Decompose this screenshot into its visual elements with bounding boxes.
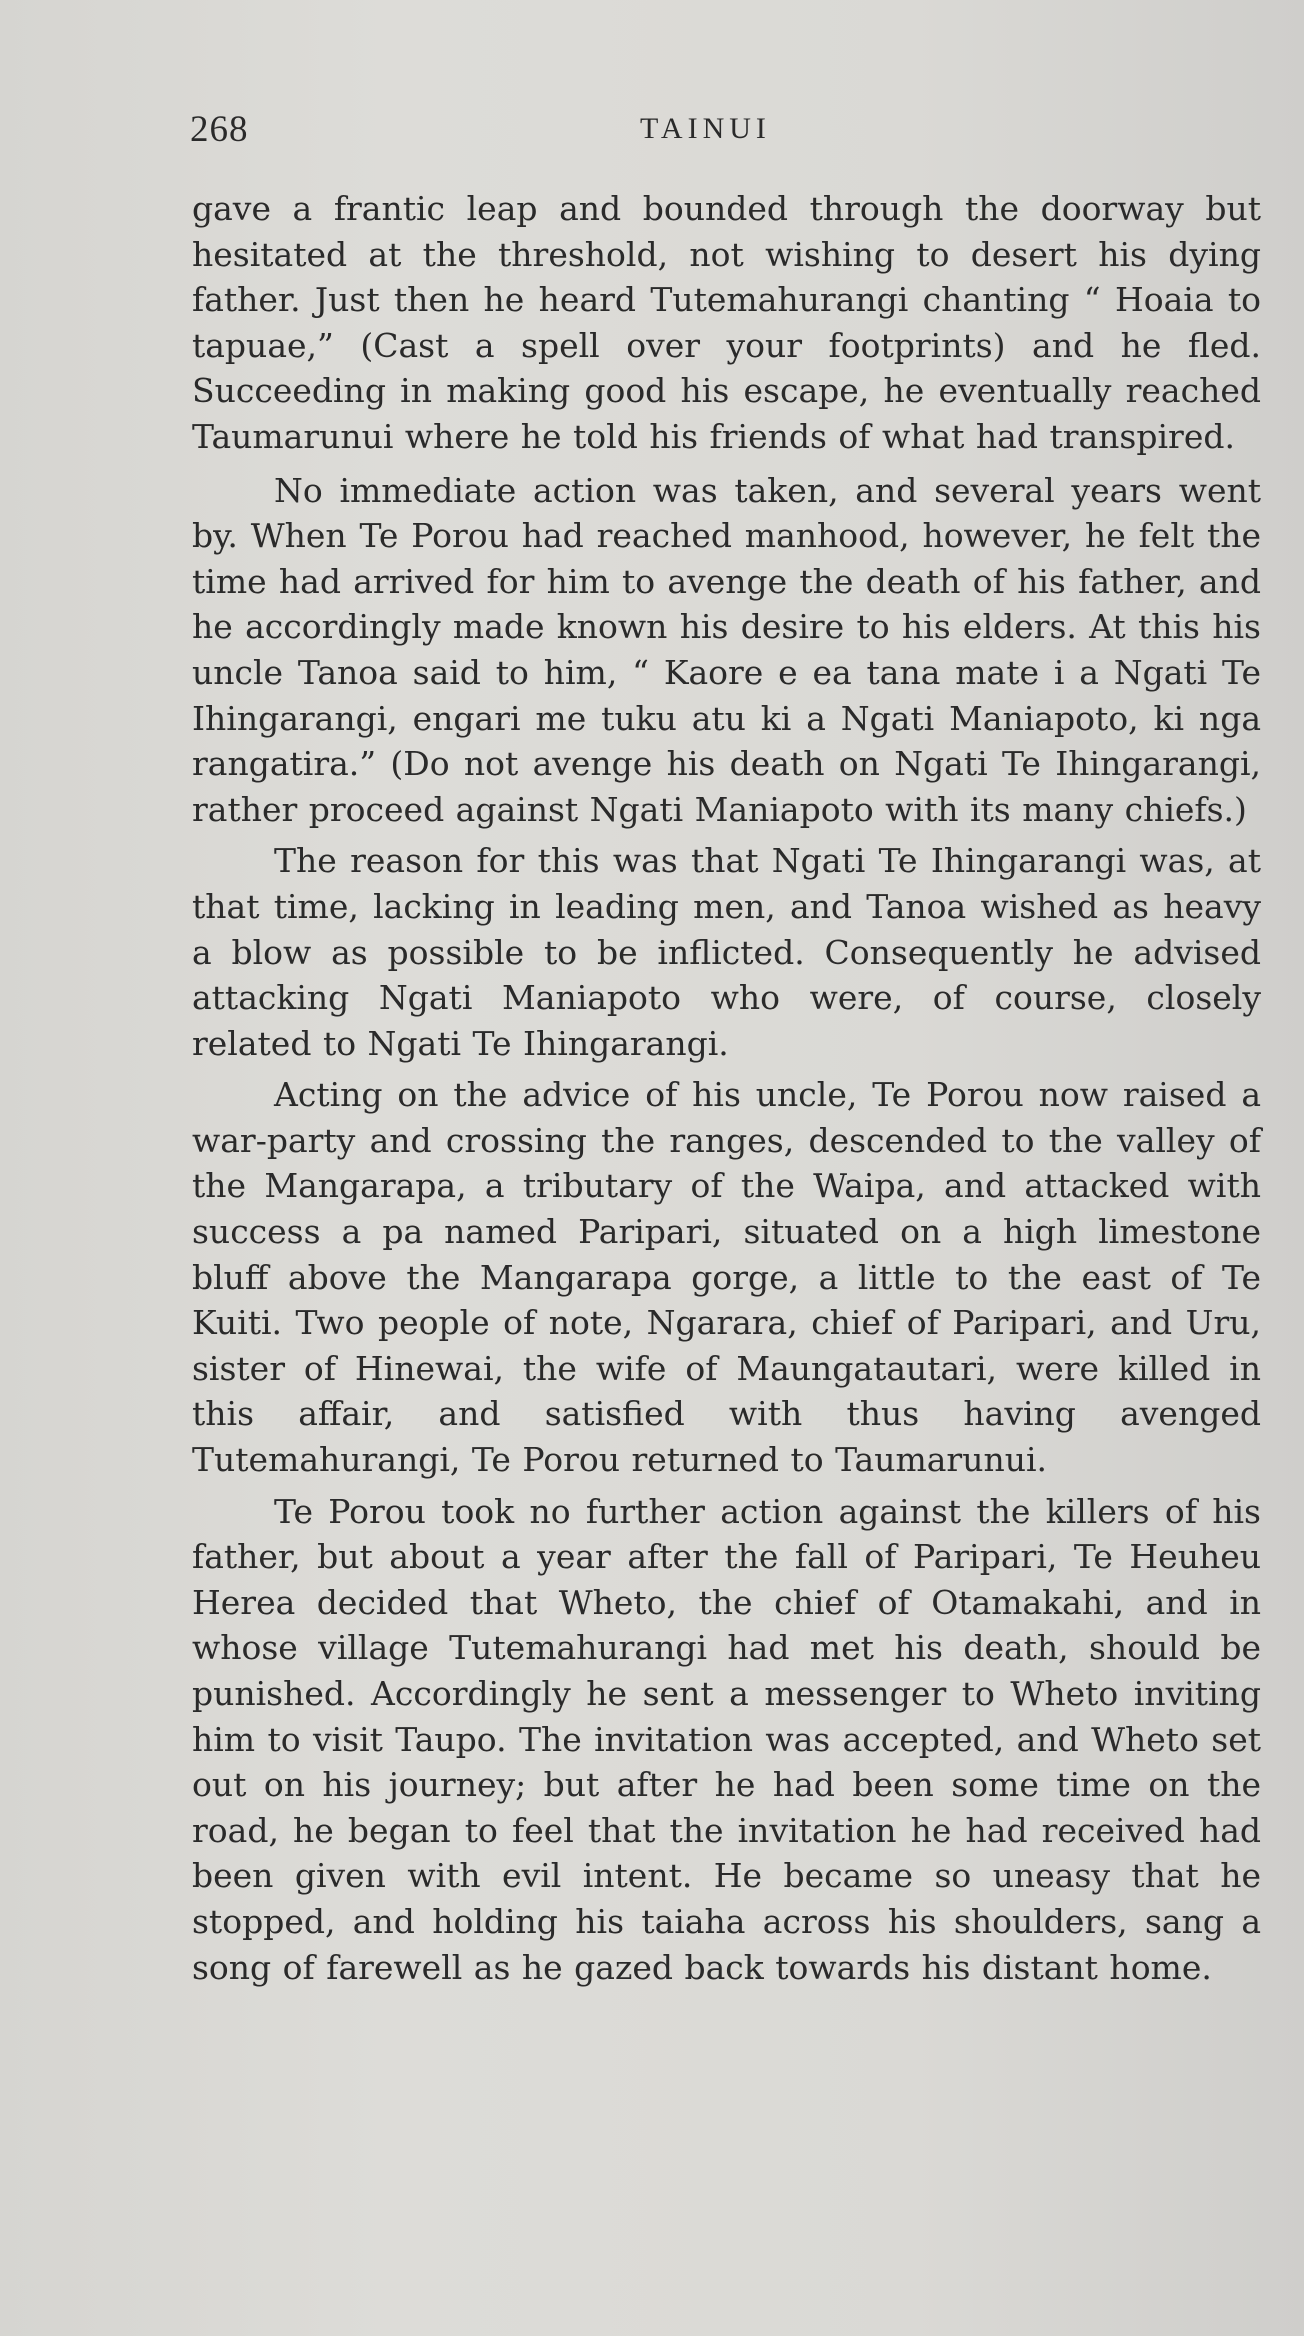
paragraph-5: Te Porou took no further action against the killers of his father, but about a year after the fall of Paripari, Te Heuheu Herea decided that Wheto, the chief of Otamakahi, and in whose village Tutemahurangi had met his death, should be punished. Accordingly he sent a messenger to Wheto inviting him to visit Taupo. The invitation was accepted, and Wheto set out on his journey; but after he had been some time on the road, he began to feel that the invitation he had received had been given with evil intent. He became so uneasy that he stopped, and holding his taiaha across his shoulders, sang a song of farewell as he gazed back towards his distant home.: [192, 1491, 1261, 1987]
paragraph-1: gave a frantic leap and bounded through the doorway but hesitated at the threshold, not wishing to desert his dying father. Just then he heard Tutemahurangi chanting “ Hoaia to tapuae,” (Cast a spell over your footprints) and he fled. Succeeding in making good his escape, he eventually reached Taumarunui where he told his friends of what had transpired.: [192, 189, 1261, 456]
page-header: [190, 108, 1270, 156]
paragraph-2: No immediate action was taken, and several years went by. When Te Porou had reached manhood, however, he felt the time had arrived for him to avenge the death of his father, and he accordingly made known his desire to his elders. At this his uncle Tanoa said to him, “ Kaore e ea tana mate i a Ngati Te Ihingarangi, engari me tuku atu ki a Ngati Maniapoto, ki nga rangatira.” (Do not avenge his death on Ngati Te Ihingarangi, rather proceed against Ngati Maniapoto with its many chiefs.): [192, 470, 1261, 829]
paragraph-3: The reason for this was that Ngati Te Ihingarangi was, at that time, lacking in leading men, and Tanoa wished as heavy a blow as possible to be inflicted. Consequently he advised attacking Ngati Maniapoto who were, of course, closely related to Ngati Te Ihingarangi.: [192, 841, 1261, 1063]
body-text: [192, 186, 1261, 1990]
paragraph-4: Acting on the advice of his uncle, Te Porou now raised a war-party and crossing the ranges, descended to the valley of the Mangarapa, a tributary of the Waipa, and attacked with success a pa named Paripari, situated on a high limestone bluff above the Mangarapa gorge, a little to the east of Te Kuiti. Two people of note, Ngarara, chief of Paripari, and Uru, sister of Hinewai, the wife of Maungatautari, were killed in this affair, and satisfied with thus having avenged Tutemahurangi, Te Porou returned to Taumarunui.: [192, 1075, 1261, 1480]
running-title: TAINUI: [640, 112, 771, 145]
page-number: 268: [190, 109, 249, 150]
